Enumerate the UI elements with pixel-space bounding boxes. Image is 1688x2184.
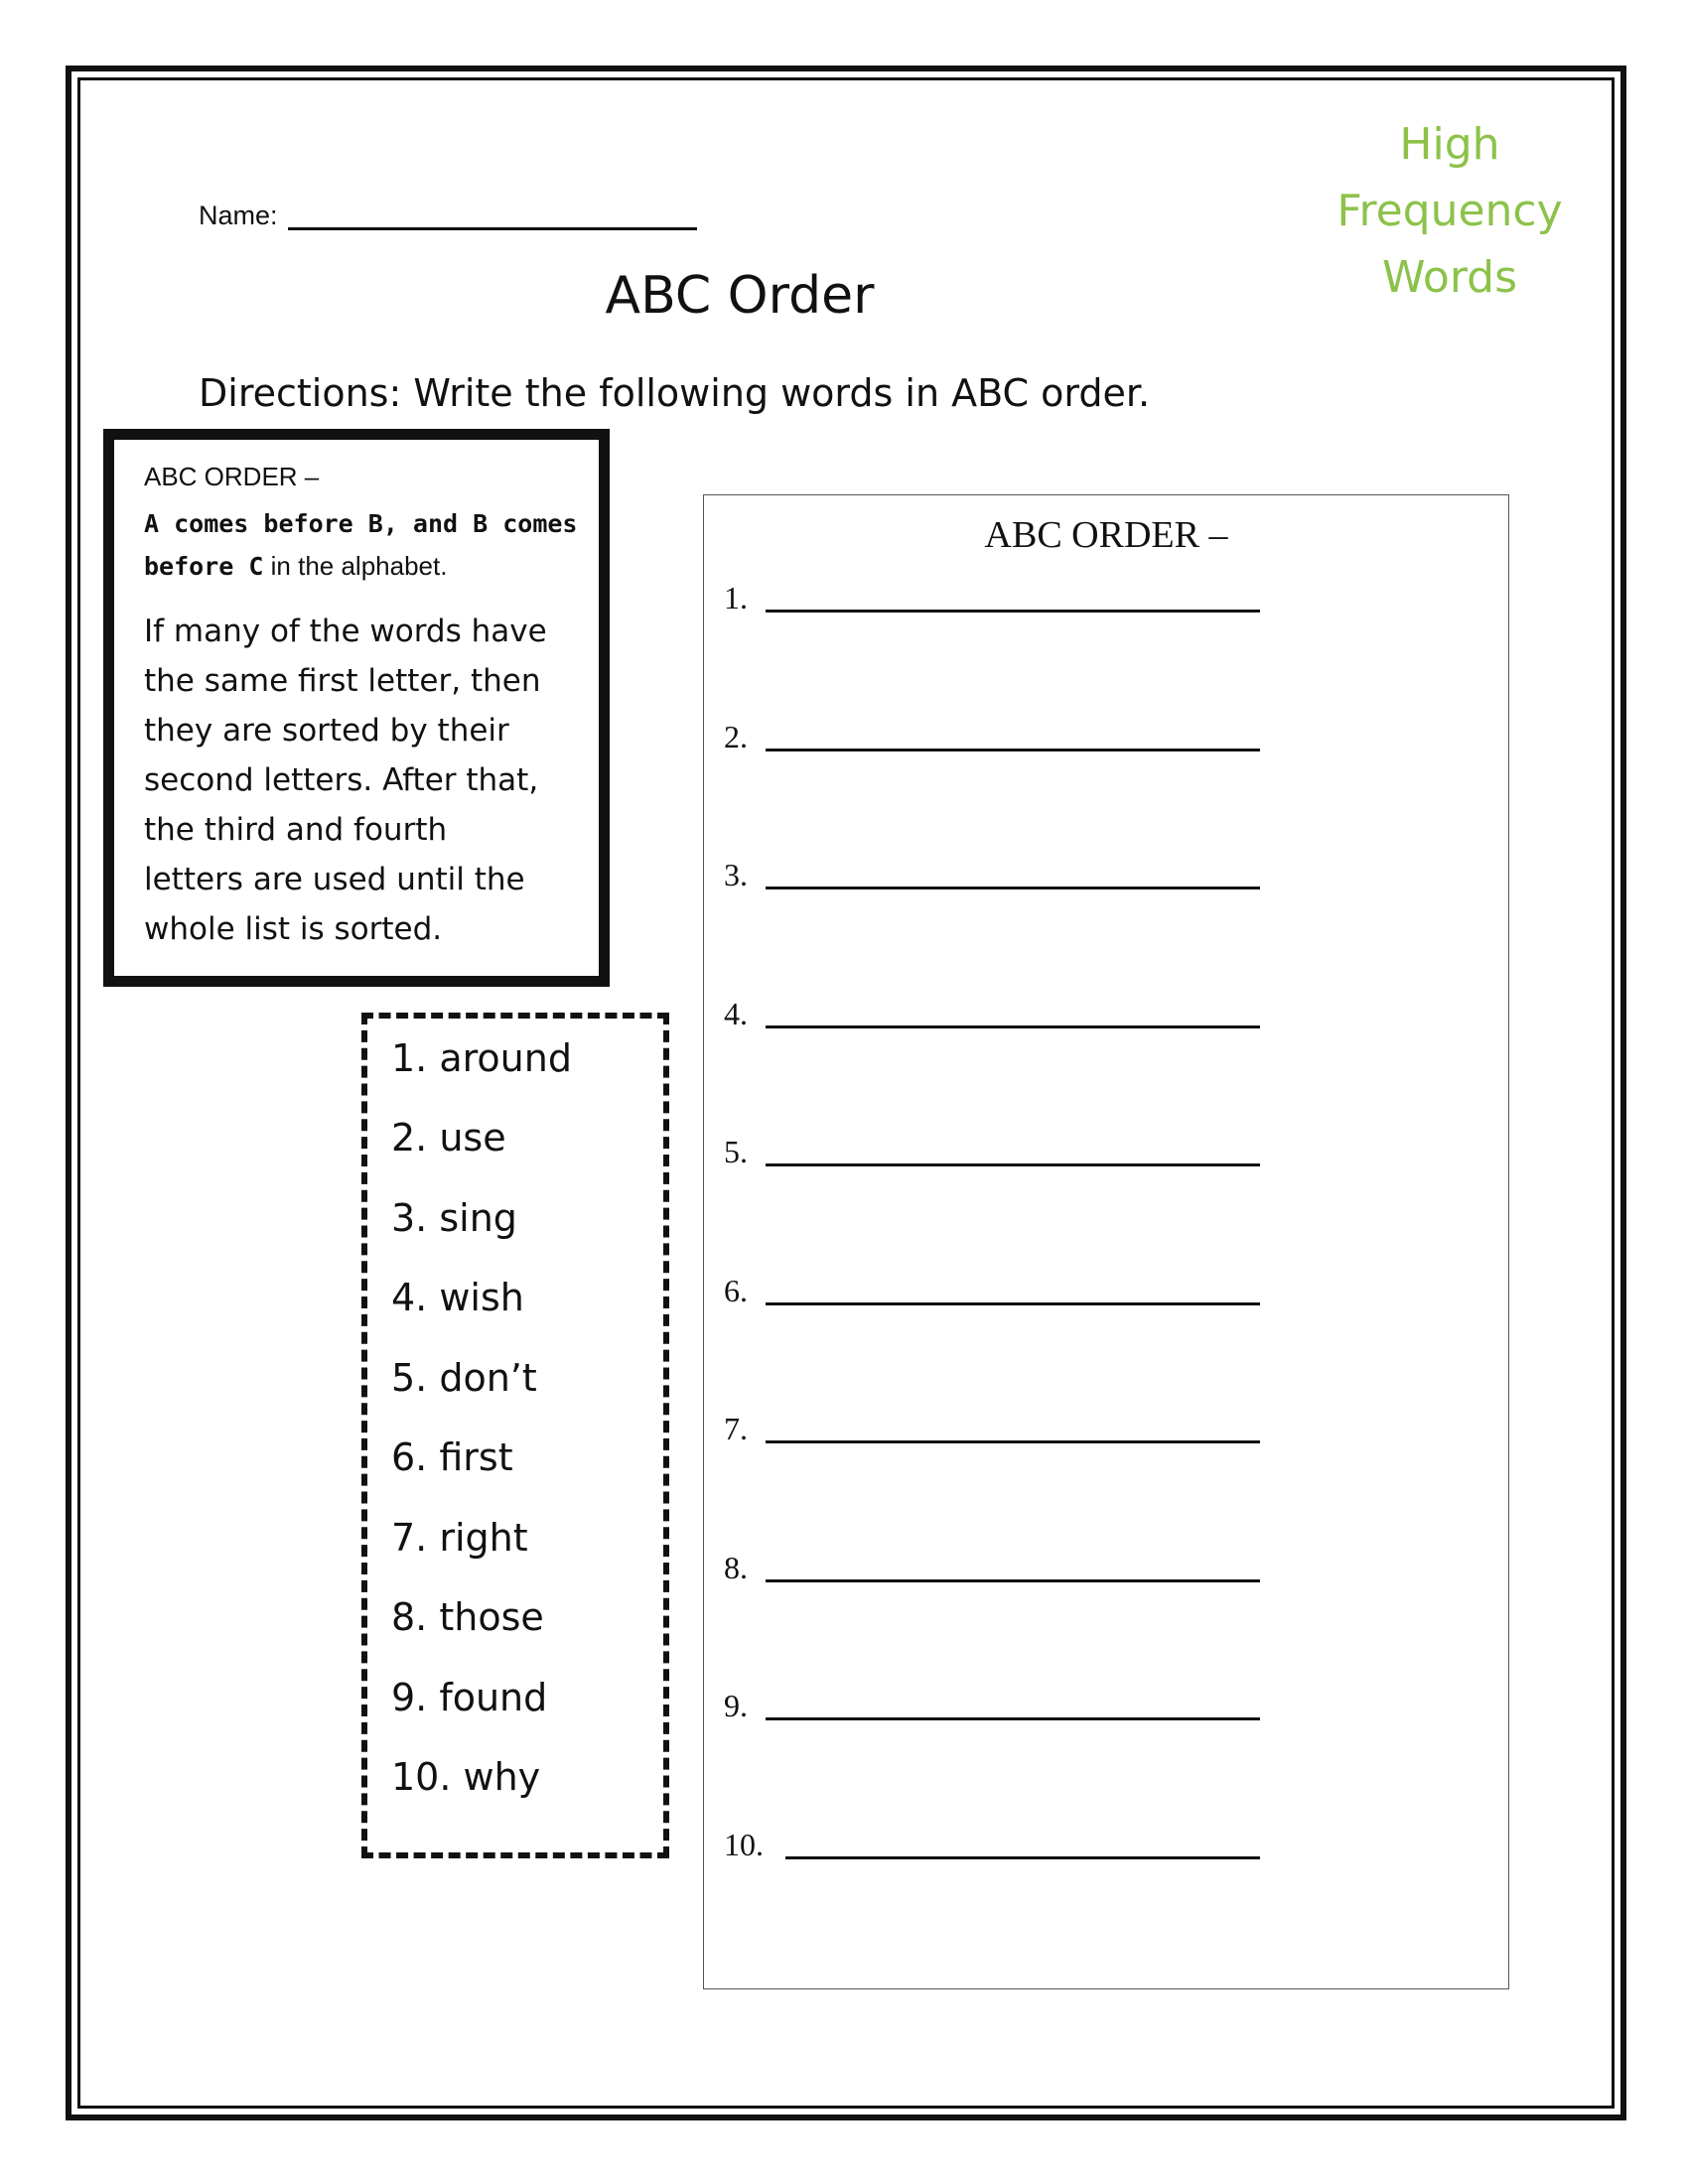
answer-line[interactable] [766, 1302, 1260, 1305]
word-list-item: 3. sing [391, 1196, 517, 1240]
answer-number: 8. [724, 1549, 748, 1585]
answer-number: 2. [724, 718, 748, 754]
word-list-item: 9. found [391, 1676, 548, 1719]
info-rule [144, 503, 591, 588]
word-list-item: 5. don’t [391, 1356, 537, 1400]
page-title: ABC Order [605, 266, 875, 326]
word-list-item: 4. wish [391, 1276, 524, 1319]
directions-text: Directions: Write the following words in ABC order. [199, 371, 1151, 415]
rule-plain-text: in the alphabet. [263, 551, 448, 581]
answer-row [724, 1260, 1260, 1309]
answer-box [703, 494, 1509, 1989]
answer-row [724, 1398, 1260, 1447]
answer-line[interactable] [766, 1579, 1260, 1582]
answer-number: 1. [724, 580, 748, 615]
info-body-line: the same first letter, then [144, 663, 541, 699]
answer-row [724, 567, 1260, 616]
info-body-line: they are sorted by their [144, 713, 509, 749]
badge-line: Frequency [1336, 186, 1563, 236]
answer-number: 3. [724, 857, 748, 892]
rule-bold-text: before C [144, 552, 264, 581]
answer-number: 9. [724, 1688, 748, 1723]
answer-row [724, 1121, 1260, 1170]
info-body [144, 607, 591, 954]
answer-row [724, 844, 1260, 893]
answer-row [724, 983, 1260, 1032]
word-list-item: 8. those [391, 1595, 544, 1639]
badge-line: Words [1381, 252, 1518, 303]
word-list-item: 2. use [391, 1116, 506, 1160]
high-frequency-words-badge [1311, 111, 1589, 311]
answer-line[interactable] [766, 610, 1260, 613]
answer-row [724, 706, 1260, 755]
name-label: Name: [199, 201, 278, 230]
answer-number: 10. [724, 1826, 764, 1862]
badge-line: High [1399, 119, 1500, 170]
answer-row [724, 1675, 1260, 1724]
info-body-line: If many of the words have [144, 614, 547, 649]
answer-number: 4. [724, 995, 748, 1031]
answer-title: ABC ORDER – [984, 514, 1228, 556]
rule-bold-text: A comes before B, and B comes [144, 509, 578, 538]
name-field[interactable] [288, 227, 697, 230]
word-list-item: 6. first [391, 1435, 513, 1479]
answer-line[interactable] [766, 1440, 1260, 1443]
answer-line[interactable] [766, 749, 1260, 751]
info-body-line: letters are used until the [144, 862, 525, 897]
answer-line[interactable] [766, 1717, 1260, 1720]
answer-row [724, 1814, 1260, 1863]
info-title: ABC ORDER – [144, 462, 320, 491]
word-list-item: 1. around [391, 1036, 572, 1080]
answer-number: 7. [724, 1411, 748, 1446]
answer-number: 5. [724, 1134, 748, 1169]
answer-number: 6. [724, 1272, 748, 1308]
abc-order-info-box [103, 429, 610, 987]
info-body-line: whole list is sorted. [144, 911, 443, 947]
answer-line[interactable] [785, 1856, 1260, 1859]
word-list-item: 7. right [391, 1516, 528, 1560]
answer-line[interactable] [766, 887, 1260, 889]
word-list-item: 10. why [391, 1755, 541, 1799]
word-list-box [361, 1013, 669, 1858]
info-body-line: the third and fourth [144, 812, 448, 848]
info-body-line: second letters. After that, [144, 762, 539, 798]
answer-line[interactable] [766, 1025, 1260, 1028]
answer-row [724, 1537, 1260, 1586]
answer-line[interactable] [766, 1163, 1260, 1166]
